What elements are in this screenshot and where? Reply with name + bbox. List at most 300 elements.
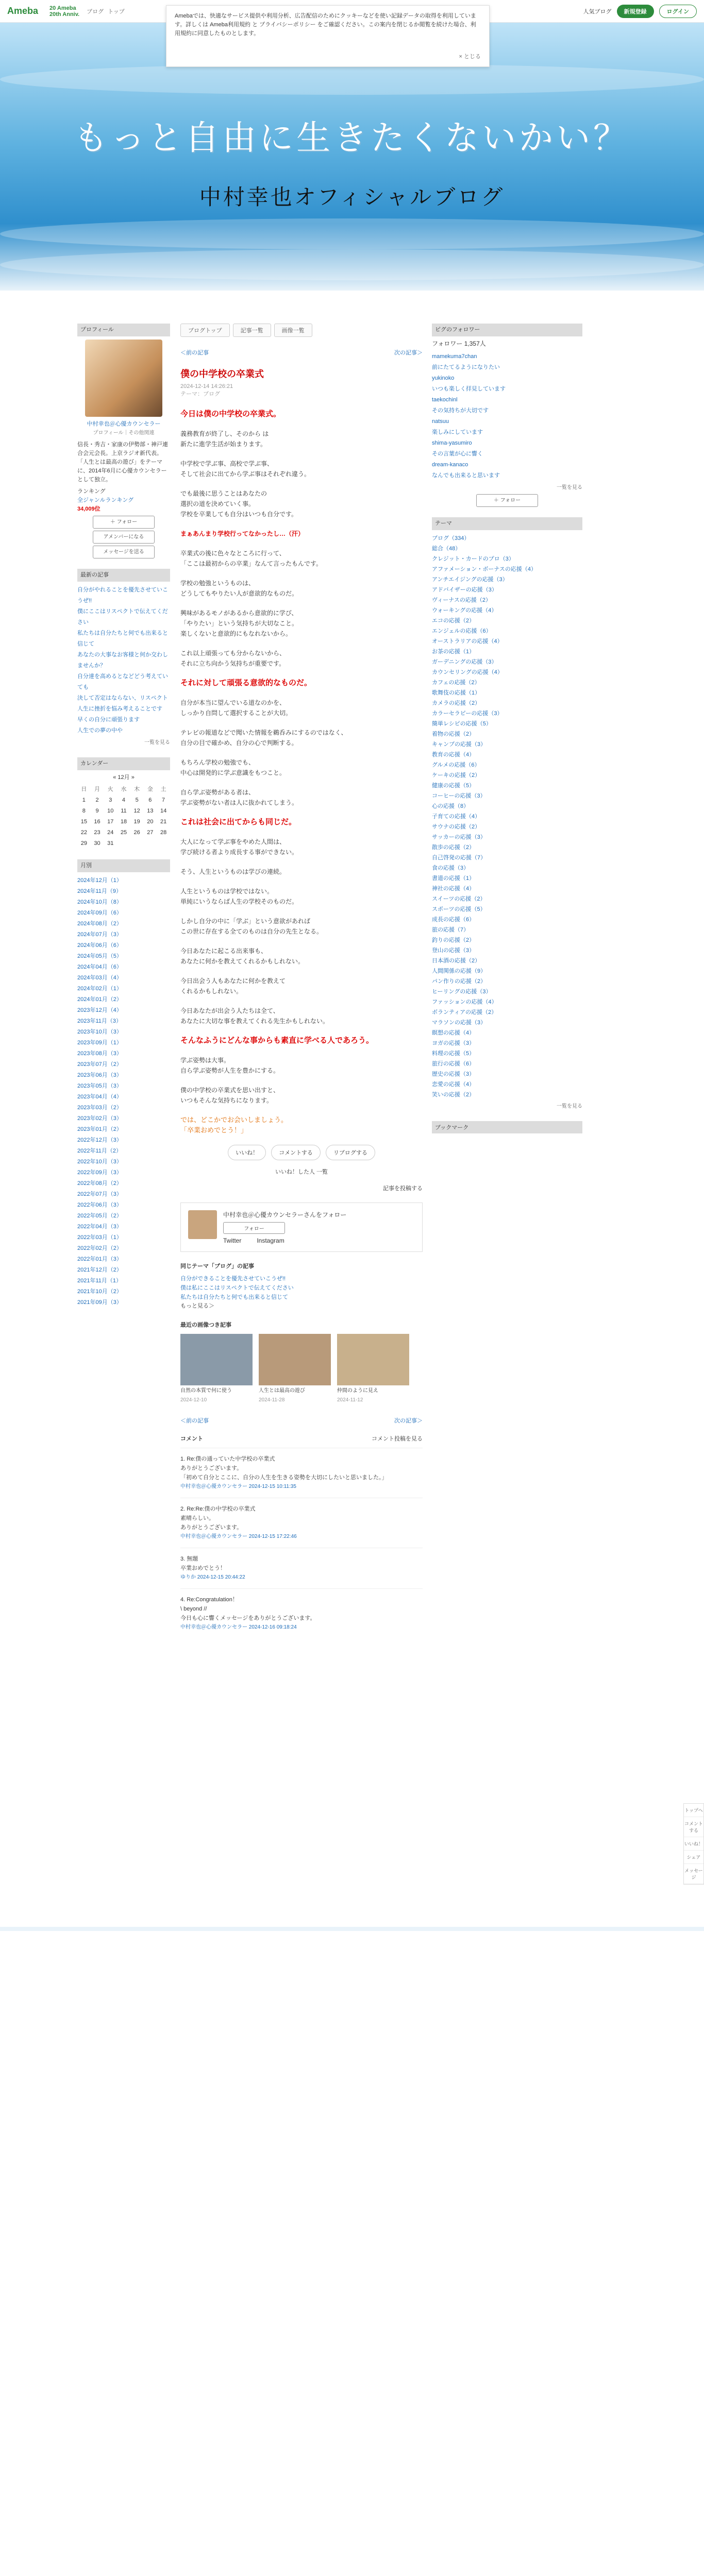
calendar-table	[77, 784, 170, 849]
recent-post-link[interactable]: 人生での夢の中や	[77, 727, 123, 734]
calendar-day[interactable]: 14	[160, 808, 167, 814]
article-paragraph: 大人になって学ぶ事をやめた人間は、 学び続ける者より成長する事ができない。	[180, 838, 298, 856]
theme-link[interactable]: サッカーの応援（3）	[432, 834, 486, 840]
followers-list	[432, 351, 582, 481]
article-paragraph: 義務教育が終了し、そのから は 新たに進学生活が始まります。	[180, 430, 269, 448]
right-follow-button[interactable]: ＋ フォロー	[476, 494, 538, 507]
calendar-day[interactable]: 7	[162, 797, 165, 803]
notice-text: Amebaでは、快適なサービス提供や利用分析、広告配信のためにクッキーなどを使い記録データの取得を利用しています。詳しくは Ameba利用規約 と プライバシーポリシー をご確認ください。この案内を閉じるか閲覧を続けた場合、利用規約に同意したものとします。	[175, 13, 476, 37]
archive-month-link[interactable]: 2022年09月（3）	[77, 1170, 122, 1176]
calendar-day[interactable]: 13	[147, 808, 154, 814]
wave-decoration	[0, 218, 704, 249]
recent-post-link[interactable]: 決して否定はならない、リスペクト	[77, 695, 168, 701]
theme-heading: テーマ	[432, 517, 582, 530]
theme-link[interactable]: パン作りの応援（2）	[432, 978, 487, 985]
calendar-day[interactable]	[117, 838, 130, 849]
theme-link[interactable]: クレジット・カードのプロ（3）	[432, 556, 514, 562]
calendar-next-icon[interactable]: »	[131, 774, 135, 781]
comment-button[interactable]: コメントする	[271, 1145, 321, 1160]
trending-link[interactable]: 人気ブログ	[583, 8, 612, 15]
tool-like[interactable]: いいね！	[684, 1837, 703, 1851]
article-paragraph: テレビの報道などで聞いた情報を鵜呑みにするのではなく、 自分の目で確かめ、自分の心で判断する。	[180, 729, 347, 747]
signup-button[interactable]: 新規登録	[617, 5, 654, 18]
archive-month-link[interactable]: 2022年11月（2）	[77, 1148, 122, 1154]
recent-post-link[interactable]: 僕にここはリスペクトで伝えてください	[77, 608, 168, 625]
recent-posts-heading: 最新の記事	[77, 569, 170, 582]
theme-link[interactable]: 恋愛の応援（4）	[432, 1081, 475, 1088]
archive-month-link[interactable]: 2023年03月（2）	[77, 1105, 122, 1111]
article-paragraph: それに対して頑張る意欲的なものだ。	[180, 679, 312, 687]
calendar-weekday: 水	[121, 786, 127, 792]
recent-post-link[interactable]: 人生に挫折を悩み考えることです	[77, 706, 162, 712]
recent-photos-box	[180, 1321, 423, 1404]
archive-month-link[interactable]: 2023年07月（2）	[77, 1061, 122, 1067]
theme-link[interactable]: エンジェルの応援（6）	[432, 628, 492, 634]
archive-month-link[interactable]: 2022年12月（3）	[77, 1137, 122, 1143]
theme-link[interactable]: 簡単レシピの応援（5）	[432, 721, 492, 727]
calendar-day[interactable]: 4	[122, 797, 126, 803]
related-list	[180, 1274, 423, 1302]
archive-month-link[interactable]: 2024年08月（2）	[77, 921, 122, 927]
theme-link[interactable]: 書道の応援（1）	[432, 875, 475, 882]
prev-article-link[interactable]: ＜前の記事	[180, 1418, 209, 1424]
comment-body: \ beyond // 今日も心に響くメッセージをありがとうございます。	[180, 1606, 316, 1621]
profile-box	[77, 324, 170, 558]
calendar-day[interactable]: 12	[133, 808, 140, 814]
comment-item	[180, 1588, 423, 1638]
follower-link[interactable]: 楽しみにしています	[432, 429, 483, 435]
related-link[interactable]: 私たちは自分たちと何でも出来ると信じて	[180, 1294, 288, 1300]
theme-link[interactable]: グルメの応援（6）	[432, 762, 480, 768]
reblog-button[interactable]: リブログする	[326, 1145, 375, 1160]
calendar-day[interactable]: 3	[109, 797, 112, 803]
article-paragraph: 今日あなたに起こる出来事も、 あなたに何かを教えてくれるかもしれない。	[180, 947, 305, 965]
login-button[interactable]: ログイン	[659, 5, 697, 18]
follower-link[interactable]: 前にたてるようになりたい	[432, 364, 500, 370]
archive-month-link[interactable]: 2023年11月（3）	[77, 1018, 122, 1024]
theme-link[interactable]: 登山の応援（3）	[432, 947, 475, 954]
calendar-day[interactable]: 21	[160, 819, 167, 825]
related-link[interactable]: 僕は私にここはリスペクトで伝えてください	[180, 1285, 294, 1291]
archive-month-link[interactable]: 2022年07月（3）	[77, 1191, 122, 1197]
article-paragraph: 卒業式の後に色々なところに行って、 「ここは最初からの卒業」なんて言ったもんです。	[180, 550, 323, 567]
blog-catchphrase: もっと自由に生きたくないかい？	[74, 118, 630, 158]
theme-link[interactable]: スイーツの応援（2）	[432, 896, 486, 902]
follower-link[interactable]: その言葉が心に響く	[432, 451, 483, 457]
nav-item-blog[interactable]: ブログ	[87, 8, 104, 15]
follower-link[interactable]: mamekuma7chan	[432, 353, 477, 360]
theme-link[interactable]: お茶の応援（1）	[432, 649, 475, 655]
article-paragraph: 今日出会う人もあなたに何かを教えて くれるかもしれない。	[180, 977, 286, 995]
related-more-link[interactable]: もっと見る＞	[180, 1303, 214, 1309]
recent-post-link[interactable]: 自分がやれることを優先させていこうぜ!!	[77, 587, 168, 604]
calendar-week	[77, 806, 170, 817]
theme-link[interactable]: スポーツの応援（5）	[432, 906, 486, 912]
theme-link[interactable]: 歌舞伎の応援（1）	[432, 690, 481, 696]
archive-month-link[interactable]: 2021年09月（3）	[77, 1299, 122, 1306]
photo-thumbnail[interactable]	[259, 1334, 331, 1385]
calendar-weekday: 木	[134, 786, 140, 792]
calendar-prev-icon[interactable]: «	[113, 774, 116, 781]
tool-scroll-top[interactable]: トップへ	[684, 1804, 703, 1817]
follower-link[interactable]: shima-yasumiro	[432, 440, 472, 446]
calendar-day[interactable]: 23	[94, 829, 100, 836]
calendar-day[interactable]: 6	[148, 797, 152, 803]
archive-month-link[interactable]: 2024年02月（1）	[77, 986, 122, 992]
archive-month-link[interactable]: 2022年08月（2）	[77, 1180, 122, 1187]
theme-link[interactable]: 子育ての応援（4）	[432, 814, 481, 820]
article-paragraph: でも最後に思うことはあなたの 選択の道を決めていく事。 学校を卒業しても自分はいつも自分です。	[180, 490, 298, 518]
archive-month-link[interactable]: 2024年01月（2）	[77, 996, 122, 1003]
calendar-day[interactable]: 24	[107, 829, 114, 836]
theme-link[interactable]: 旅の応援（7）	[432, 927, 470, 933]
theme-link[interactable]: 教育の応援（4）	[432, 752, 475, 758]
theme-link[interactable]: ファッションの応援（4）	[432, 999, 497, 1005]
theme-link[interactable]: エコの応援（2）	[432, 618, 475, 624]
author-avatar[interactable]	[188, 1210, 217, 1239]
calendar-weekday: 火	[107, 786, 113, 792]
article-paragraph: 今日あなたが出会う人たちは全て、 あなたに大切な事を教えてくれる先生かもしれない。	[180, 1007, 329, 1025]
comment-head[interactable]: 2. Re:Re:僕の中学校の卒業式	[180, 1506, 256, 1512]
calendar-day[interactable]: 28	[160, 829, 167, 836]
archive-month-link[interactable]: 2022年01月（3）	[77, 1256, 122, 1262]
calendar-weekday: 日	[81, 786, 87, 792]
theme-link[interactable]: 歴史の応援（3）	[432, 1071, 475, 1077]
theme-link[interactable]: カメラの応援（2）	[432, 700, 481, 706]
theme-link[interactable]: ヴィーナスの応援（2）	[432, 597, 492, 603]
tab-blog-top[interactable]: ブログトップ	[180, 324, 230, 337]
followers-box	[432, 324, 582, 507]
profile-name-link[interactable]: 中村幸也＠心優カウンセラー	[87, 421, 161, 427]
article-theme[interactable]: テーマ：ブログ	[180, 391, 220, 397]
left-sidebar	[77, 324, 170, 1318]
comment-head[interactable]: 3. 無題	[180, 1556, 198, 1562]
theme-link[interactable]: 自己啓発の応援（7）	[432, 855, 487, 861]
archive-month-link[interactable]: 2024年03月（4）	[77, 975, 122, 981]
article-paragraph: 自分が本当に望んでいる道なのかを、 しっかり自問して選択することが大切。	[180, 699, 292, 717]
bookmark-heading: ブックマーク	[432, 1121, 582, 1133]
archive-month-link[interactable]: 2021年10月（2）	[77, 1289, 122, 1295]
calendar-day[interactable]: 30	[94, 840, 100, 846]
theme-link[interactable]: カウンセリングの応援（4）	[432, 669, 503, 675]
section-divider	[0, 1927, 704, 1931]
prev-article-link[interactable]: ＜前の記事	[180, 350, 209, 356]
archive-month-link[interactable]: 2023年06月（3）	[77, 1072, 122, 1078]
comment-body: 卒業おめでとう！	[180, 1565, 226, 1571]
article-paragraph: これは社会に出てからも同じだ。	[180, 818, 297, 826]
calendar-day[interactable]: 25	[120, 829, 127, 836]
theme-link[interactable]: ボランティアの応援（2）	[432, 1009, 497, 1015]
recent-posts-list	[77, 585, 170, 736]
recent-more-link[interactable]: 一覧を見る	[144, 740, 170, 745]
recent-post-link[interactable]: 自分達を高めるとなどどう考えていても	[77, 673, 168, 690]
nav-item-top[interactable]: トップ	[108, 8, 125, 15]
article-paragraph: そんなふうにどんな事からも素直に学べる人であろう。	[180, 1036, 374, 1045]
archive-month-link[interactable]: 2024年07月（3）	[77, 931, 122, 938]
notice-close-button[interactable]: × とじる	[459, 54, 481, 60]
article-title[interactable]: 僕の中学校の卒業式	[180, 369, 264, 379]
anniversary-badge	[49, 5, 79, 18]
avatar[interactable]	[85, 340, 162, 417]
amember-button[interactable]: アメンバーになる	[93, 531, 155, 544]
theme-link[interactable]: 料理の応援（5）	[432, 1050, 475, 1057]
calendar-day[interactable]: 26	[133, 829, 140, 836]
comment-author[interactable]: 中村幸也＠心優カウンセラー 2024-12-15 17:22:46	[180, 1534, 297, 1539]
themes-more-link[interactable]: 一覧を見る	[557, 1104, 582, 1109]
theme-link[interactable]: 成長の応援（6）	[432, 917, 475, 923]
calendar-nav	[77, 773, 170, 782]
archive-month-link[interactable]: 2023年09月（1）	[77, 1040, 122, 1046]
photo-date: 2024-11-12	[337, 1397, 363, 1403]
like-button[interactable]: いいね！	[228, 1145, 266, 1160]
theme-link[interactable]: 神社の応援（4）	[432, 886, 475, 892]
article-meta	[180, 383, 423, 398]
archive-month-link[interactable]: 2023年02月（3）	[77, 1115, 122, 1122]
comment-body: ありがとうございます。 「初めて自分とここに、自分の人生を生きる姿勢を大切にしたいと思いました。」	[180, 1465, 388, 1481]
follower-link[interactable]: natsuu	[432, 418, 449, 425]
calendar-weekday: 月	[94, 786, 100, 792]
author-info	[223, 1210, 346, 1244]
followers-heading: ピグのフォロワー	[432, 324, 582, 336]
theme-link[interactable]: マラソンの応援（3）	[432, 1020, 487, 1026]
photo-card[interactable]	[180, 1334, 253, 1404]
calendar-box	[77, 757, 170, 849]
tab-image-list[interactable]: 画像一覧	[274, 324, 312, 337]
photo-thumbnail[interactable]	[337, 1334, 409, 1385]
theme-link[interactable]: 旅行の応援（6）	[432, 1061, 475, 1067]
comment-head[interactable]: 1. Re:僕の通っていた中学校の卒業式	[180, 1456, 275, 1462]
theme-link[interactable]: カフェの応援（2）	[432, 680, 480, 686]
calendar-week	[77, 838, 170, 849]
archive-month-link[interactable]: 2023年05月（3）	[77, 1083, 122, 1089]
follower-link[interactable]: いつも楽しく拝見しています	[432, 386, 506, 392]
follow-button[interactable]: ＋ フォロー	[93, 516, 155, 529]
calendar-day[interactable]: 19	[133, 819, 140, 825]
calendar-day[interactable]: 8	[82, 808, 86, 814]
tool-comment[interactable]: コメントする	[684, 1817, 703, 1837]
archive-month-link[interactable]: 2023年10月（3）	[77, 1029, 122, 1035]
article-paragraph: 中学校で学ぶ事、高校で学ぶ事、 そして社会に出てから学ぶ事はそれぞれ違う。	[180, 460, 311, 478]
author-sns	[223, 1237, 346, 1244]
article-paragraph: 興味があるモノがあるから意欲的に学び、 「やりたい」という気持ちが大切なこと。 楽しくないと意欲的にもなれないから。	[180, 609, 298, 637]
archive-month-link[interactable]: 2024年11月（9）	[77, 888, 122, 894]
archive-month-link[interactable]: 2024年04月（6）	[77, 964, 122, 970]
archive-month-link[interactable]: 2022年02月（2）	[77, 1245, 122, 1251]
archive-month-link[interactable]: 2023年12月（4）	[77, 1007, 122, 1013]
anniversary-bottom: 20th Anniv.	[49, 11, 80, 18]
article-pager-bottom	[180, 1416, 423, 1425]
archive-month-link[interactable]: 2024年09月（6）	[77, 910, 122, 916]
theme-link[interactable]: アンチエイジングの応援（3）	[432, 577, 508, 583]
comments-all-link[interactable]: コメント投稿を見る	[372, 1436, 423, 1442]
photo-card[interactable]	[259, 1334, 331, 1404]
author-card	[180, 1202, 423, 1252]
theme-link[interactable]: ブログ（334）	[432, 535, 470, 541]
theme-link[interactable]: 着物の応援（2）	[432, 731, 475, 737]
calendar-day[interactable]: 22	[80, 829, 87, 836]
article-paragraph: これ以上頑張っても分からないから、 それに立ち向かう気持ちが重要です。	[180, 650, 286, 667]
recent-photos	[180, 1334, 423, 1404]
theme-link[interactable]: コーヒーの応援（3）	[432, 793, 486, 799]
archive-month-link[interactable]: 2022年05月（2）	[77, 1213, 122, 1219]
theme-link[interactable]: 日本酒の応援（2）	[432, 958, 481, 964]
related-link[interactable]: 自分ができることを優先させていこうぜ!!	[180, 1276, 286, 1282]
archive-month-link[interactable]: 2023年01月（2）	[77, 1126, 122, 1132]
archive-month-link[interactable]: 2024年10月（8）	[77, 899, 122, 905]
archive-month-link[interactable]: 2022年03月（1）	[77, 1234, 122, 1241]
article-paragraph: そう、人生というものは学びの連続。	[180, 868, 286, 875]
follower-link[interactable]: その気持ちが大切です	[432, 408, 489, 414]
ranking-link[interactable]: 全ジャンルランキング	[77, 497, 134, 503]
archive-month-link[interactable]: 2024年06月（6）	[77, 942, 122, 948]
archive-month-link[interactable]: 2022年04月（3）	[77, 1224, 122, 1230]
follower-link[interactable]: taekochinl	[432, 397, 458, 403]
calendar-day[interactable]	[157, 838, 170, 849]
related-heading: 同じテーマ「ブログ」の記事	[180, 1263, 254, 1269]
blog-title[interactable]: 中村幸也オフィシャルブログ	[199, 184, 505, 210]
theme-link[interactable]: ヒーリングの応援（3）	[432, 989, 492, 995]
theme-link[interactable]: 食の応援（3）	[432, 865, 470, 871]
ameba-logo[interactable]: Ameba	[7, 6, 39, 16]
calendar-day[interactable]: 11	[121, 808, 127, 814]
theme-link[interactable]: ケーキの応援（2）	[432, 772, 481, 778]
calendar-day[interactable]: 10	[107, 808, 114, 814]
archive-month-link[interactable]: 2024年12月（1）	[77, 877, 122, 884]
theme-link[interactable]: キャンプの応援（3）	[432, 741, 487, 748]
theme-link[interactable]: 総合（48）	[432, 546, 461, 552]
tab-article-list[interactable]: 記事一覧	[233, 324, 271, 337]
tool-message[interactable]: メッセージ	[684, 1864, 703, 1884]
calendar-week	[77, 817, 170, 827]
article-paragraph: 学校の勉強というものは、 どうしてもやりたい人が意欲的なものだ。	[180, 580, 298, 597]
comments-box	[180, 1435, 423, 1638]
archive-month-link[interactable]: 2023年08月（3）	[77, 1050, 122, 1057]
calendar-day[interactable]: 2	[95, 797, 99, 803]
ranking-heading: ランキング	[77, 488, 106, 495]
follower-count: フォロワー 1,357人	[432, 340, 486, 347]
theme-link[interactable]: カラーセラピーの応援（3）	[432, 710, 503, 717]
theme-link[interactable]: ガーデニングの応援（3）	[432, 659, 497, 665]
archive-month-link[interactable]: 2021年11月（1）	[77, 1278, 122, 1284]
article-paragraph: 自ら学ぶ姿勢がある者は、 学ぶ姿勢がない者は人に抜かれてしまう。	[180, 789, 298, 806]
related-box	[180, 1262, 423, 1311]
article-paragraph: しかし自分の中に「学ぶ」という意欲があれば この世に存在する全てのものは自分の先生となる。	[180, 918, 323, 935]
calendar-day[interactable]: 20	[147, 819, 154, 825]
archive-month-link[interactable]: 2023年04月（4）	[77, 1094, 122, 1100]
tool-share[interactable]: シェア	[684, 1851, 703, 1864]
comment-head[interactable]: 4. Re:Congratulation！	[180, 1597, 238, 1603]
article-paragraph: 学ぶ姿勢は大事。 自ら学ぶ姿勢が人生を豊かにする。	[180, 1057, 280, 1074]
calendar-week	[77, 827, 170, 838]
archive-month-link[interactable]: 2024年05月（5）	[77, 953, 122, 959]
twitter-link[interactable]: Twitter	[223, 1237, 242, 1244]
article-paragraph: もちろん学校の勉強でも、 中心は開発的に学ぶ意識をもつこと。	[180, 759, 286, 776]
article-paragraph: 僕の中学校の卒業式を思い出すと、 いつもそんな気持ちになります。	[180, 1087, 280, 1104]
recent-post-link[interactable]: 早くの自分に頑張ります	[77, 717, 140, 723]
right-sidebar	[432, 324, 582, 1137]
top-nav	[87, 7, 125, 15]
next-article-link[interactable]: 次の記事＞	[394, 350, 423, 356]
follower-link[interactable]: yukinoko	[432, 375, 455, 381]
recent-post-link[interactable]: 私たちは自分たちと何でも出来ると信じて	[77, 630, 168, 647]
calendar-day[interactable]: 17	[107, 819, 114, 825]
theme-link[interactable]: サウナの応援（2）	[432, 824, 481, 830]
theme-link[interactable]: 散歩の応援（2）	[432, 844, 475, 851]
calendar-day[interactable]: 1	[82, 797, 86, 803]
archive-month-link[interactable]: 2022年10月（3）	[77, 1159, 122, 1165]
calendar-day[interactable]: 18	[120, 819, 127, 825]
theme-link[interactable]: オーストラリアの応援（4）	[432, 638, 503, 645]
photo-date: 2024-11-28	[259, 1397, 285, 1403]
message-button[interactable]: メッセージを送る	[93, 546, 155, 558]
article-paragraph: 今日は僕の中学校の卒業式。	[180, 410, 281, 418]
author-follow-button[interactable]: フォロー	[223, 1222, 285, 1234]
next-article-link[interactable]: 次の記事＞	[394, 1418, 423, 1424]
archive-list	[77, 875, 170, 1308]
comment-author[interactable]: ゆりか 2024-12-15 20:44:22	[180, 1574, 245, 1580]
blog-tabs	[180, 324, 423, 337]
theme-link[interactable]: 笑いの応援（2）	[432, 1092, 475, 1098]
profile-name	[77, 420, 170, 429]
theme-link[interactable]: ヨガの応援（3）	[432, 1040, 475, 1046]
archive-heading: 月別	[77, 859, 170, 872]
theme-list	[432, 533, 582, 1100]
article-date: 2024-12-14 14:26:21	[180, 383, 233, 389]
likes-list-link[interactable]: いいね！した人 一覧	[275, 1169, 328, 1175]
theme-link[interactable]: 人間関係の応援（9）	[432, 968, 487, 974]
comment-author[interactable]: 中村幸也＠心優カウンセラー 2024-12-16 09:18:24	[180, 1624, 297, 1630]
calendar-day[interactable]	[144, 838, 157, 849]
photo-caption: 人生とは最高の遊び	[259, 1388, 305, 1394]
instagram-link[interactable]: Instagram	[257, 1237, 284, 1244]
calendar-week	[77, 795, 170, 806]
follower-link[interactable]: なんでも出来ると思います	[432, 472, 500, 479]
photo-thumbnail[interactable]	[180, 1334, 253, 1385]
calendar-day[interactable]: 27	[147, 829, 154, 836]
calendar-day[interactable]	[130, 838, 144, 849]
photo-card[interactable]	[337, 1334, 409, 1404]
theme-link[interactable]: アドバイザーの応援（3）	[432, 587, 497, 593]
recent-photos-heading: 最近の画像つき記事	[180, 1322, 231, 1328]
theme-link[interactable]: 瞑想の応援（4）	[432, 1030, 475, 1036]
comment-author[interactable]: 中村幸也＠心優カウンセラー 2024-12-15 10:11:35	[180, 1484, 296, 1489]
wave-decoration	[0, 249, 704, 280]
calendar-month: 12月	[118, 774, 130, 781]
calendar-day[interactable]: 29	[80, 840, 87, 846]
follower-link[interactable]: dream-kanaco	[432, 462, 468, 468]
archive-month-link[interactable]: 2021年12月（2）	[77, 1267, 122, 1273]
followers-more-link[interactable]: 一覧を見る	[557, 485, 582, 490]
calendar-day[interactable]: 16	[94, 819, 100, 825]
article-pager-top	[180, 348, 423, 357]
recent-post-link[interactable]: あなたの大事なお客様と何か交わしませんか？	[77, 652, 168, 669]
archive-month-link[interactable]: 2022年06月（3）	[77, 1202, 122, 1208]
comment-item	[180, 1498, 423, 1548]
calendar-day[interactable]: 31	[107, 840, 114, 846]
write-post-link[interactable]: 記事を投稿する	[383, 1185, 423, 1192]
theme-link[interactable]: アファメーション・ボーナスの応援（4）	[432, 566, 537, 572]
theme-link[interactable]: ウォーキングの応援（4）	[432, 607, 497, 614]
calendar-day[interactable]: 9	[95, 808, 99, 814]
theme-link[interactable]: 釣りの応援（2）	[432, 937, 475, 943]
calendar-heading: カレンダー	[77, 757, 170, 770]
calendar-day[interactable]: 15	[80, 819, 87, 825]
theme-link[interactable]: 心の応援（8）	[432, 803, 470, 809]
calendar-day[interactable]: 5	[135, 797, 139, 803]
wave-decoration	[0, 64, 704, 95]
theme-link[interactable]: 健康の応援（5）	[432, 783, 475, 789]
article-paragraph: まぁあんまり学校行ってなかったし…（汗）	[180, 530, 305, 537]
